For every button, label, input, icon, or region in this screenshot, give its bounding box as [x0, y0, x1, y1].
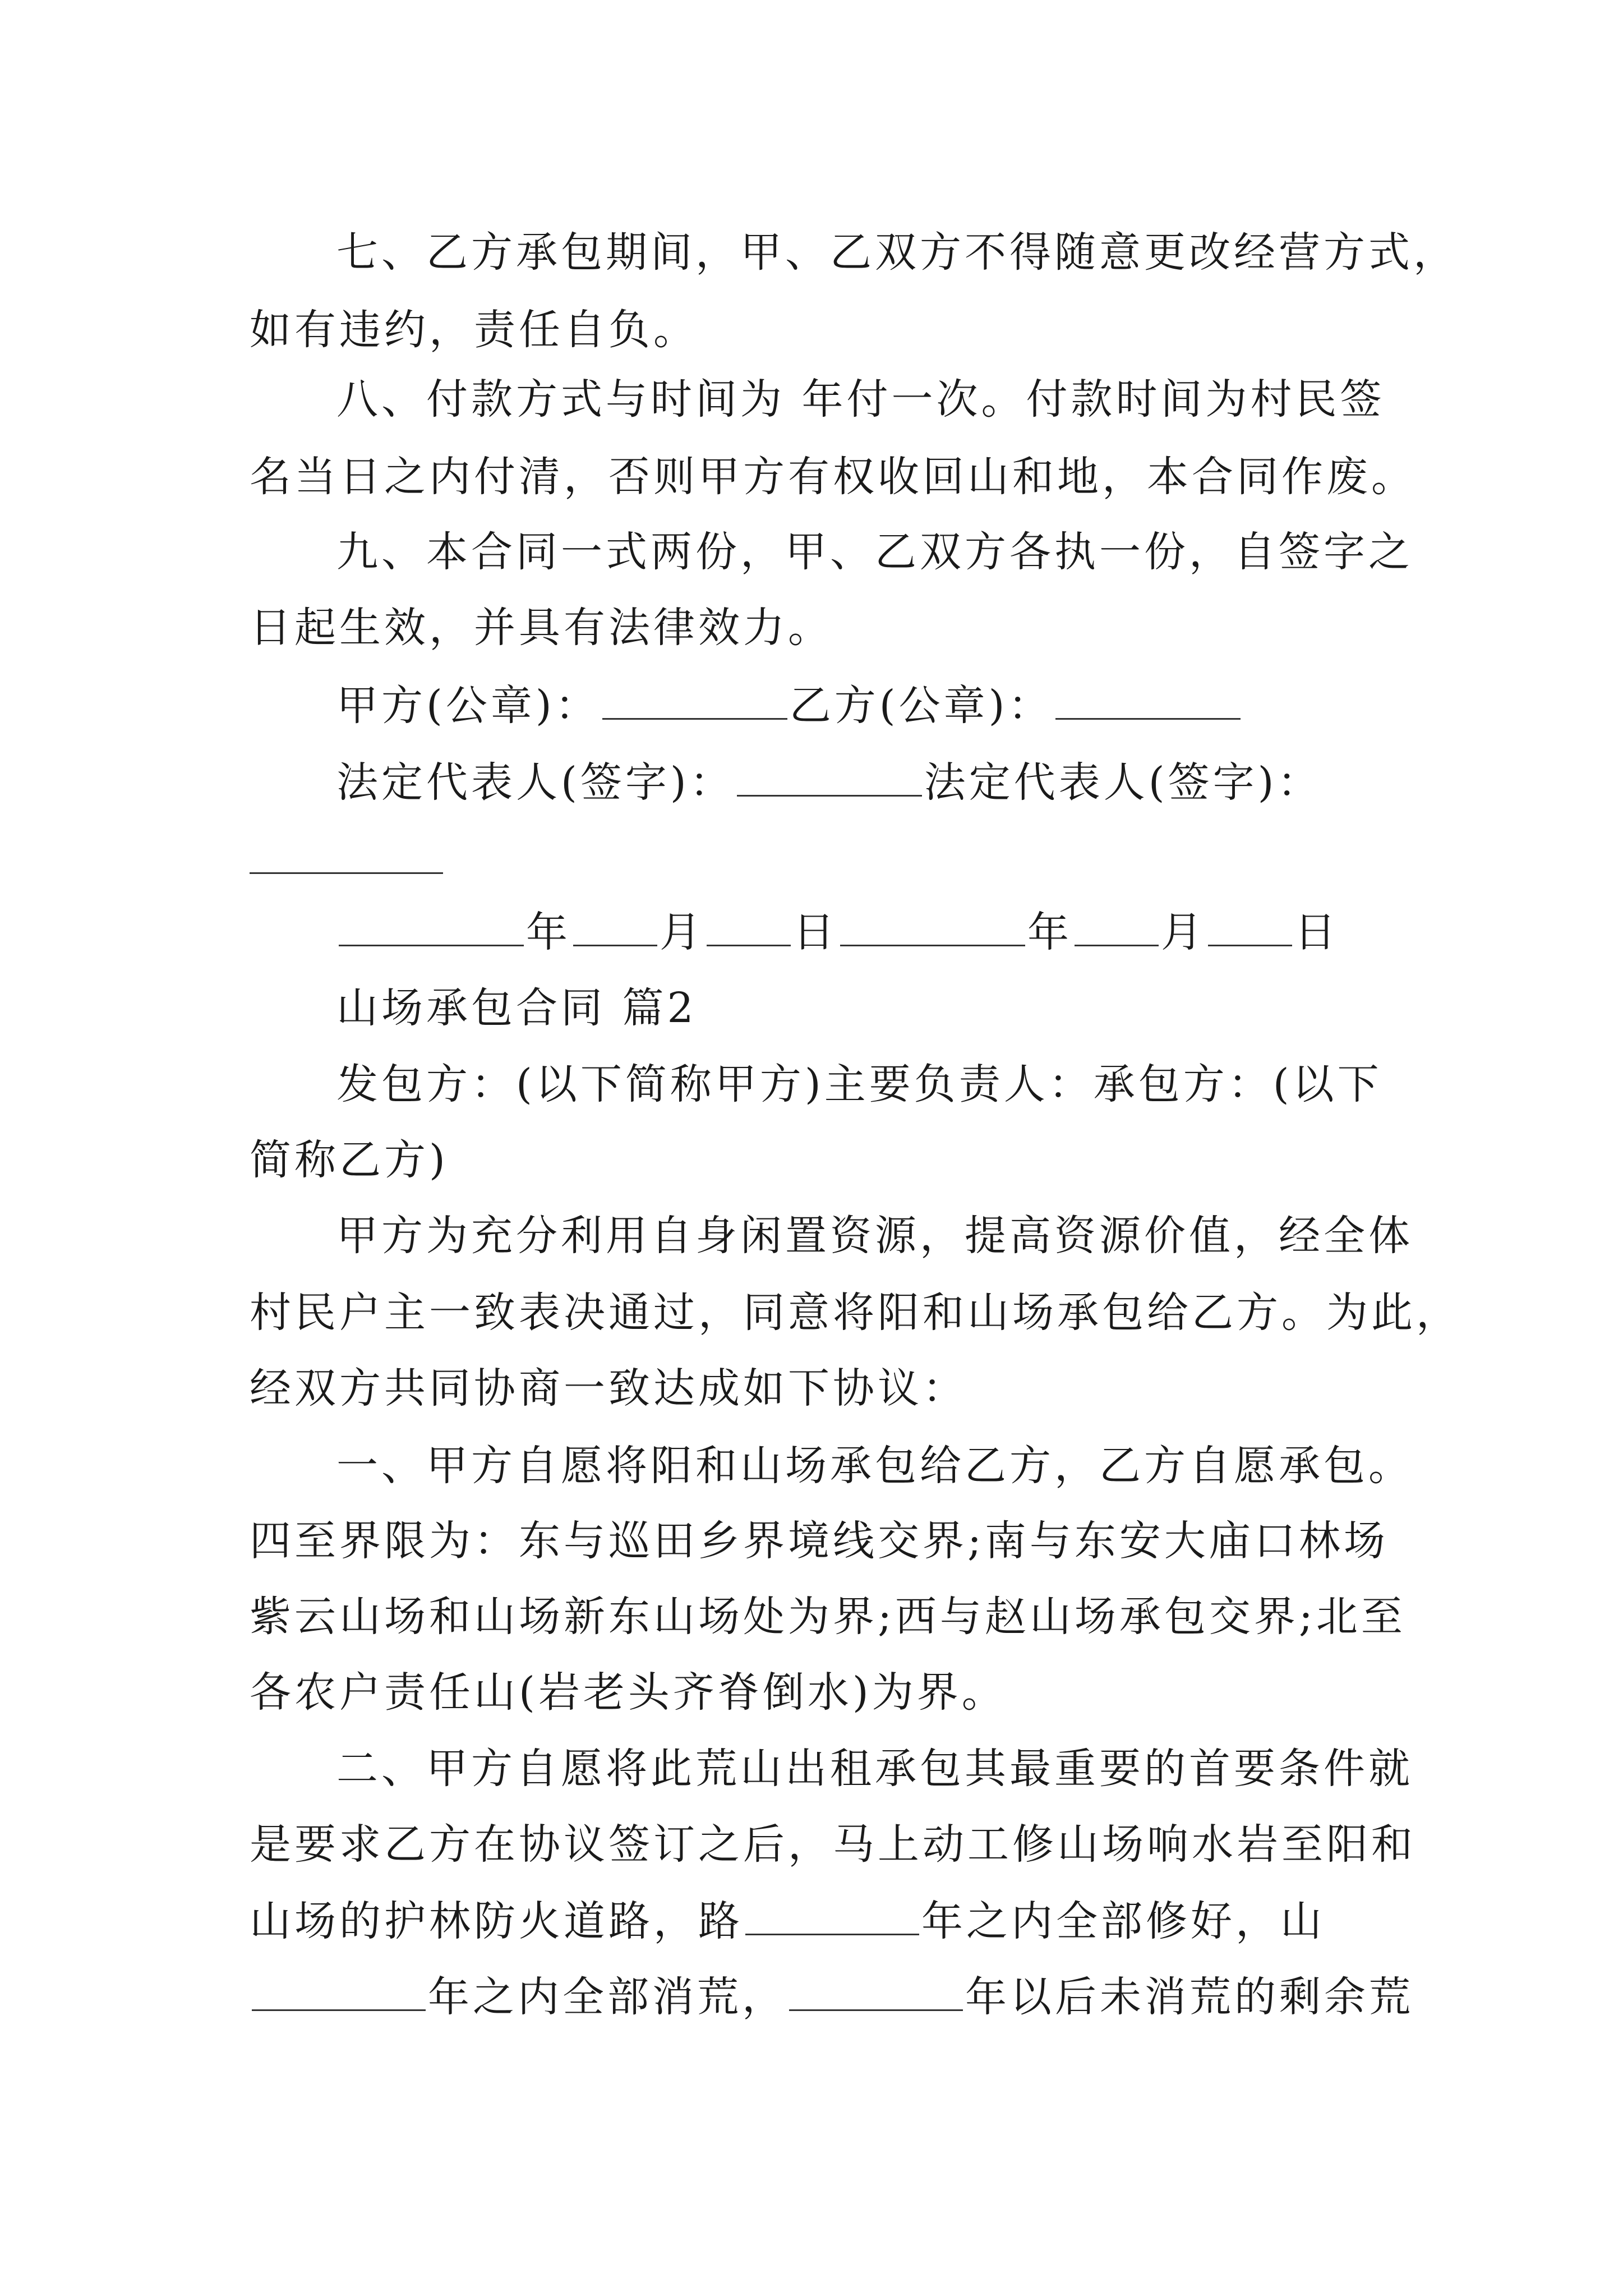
rep-b-blank: [250, 872, 443, 874]
date-row: [336, 904, 1339, 960]
date-a-day-blank: [707, 905, 791, 946]
road-years-blank: [745, 1894, 919, 1935]
parties-line-2: 简称乙方): [250, 1136, 449, 1184]
clause-1-line-2: 四至界限为：东与巡田乡界境线交界;南与东安大庙口林场: [250, 1517, 1389, 1565]
clause-2-line-4-suffix: 年以后未消荒的剩余荒: [965, 1973, 1414, 2021]
rep-a-blank: [737, 756, 922, 797]
clause-2-line-3: [250, 1893, 1325, 1949]
date-b-day-blank: [1208, 905, 1292, 946]
preamble-line-2: 村民户主一致表决通过，同意将阳和山场承包给乙方。为此，: [250, 1289, 1461, 1337]
clause-7-line-1: 七、乙方承包期间，甲、乙双方不得随意更改经营方式，: [336, 228, 1458, 277]
rep-a-label: 法定代表人(签字)：: [336, 758, 735, 807]
date-a-month-label: 月: [660, 908, 704, 956]
clause-9-line-1: 九、本合同一式两份，甲、乙双方各执一份，自签字之: [336, 528, 1413, 576]
date-b-month-label: 月: [1161, 908, 1206, 956]
clause-2-line-4: [250, 1969, 1414, 2025]
date-a-year-blank: [339, 905, 524, 946]
section-title: 山场承包合同 篇2: [336, 984, 697, 1032]
clause-9-line-2: 日起生效，并具有法律效力。: [250, 604, 833, 652]
signature-seal-row: [336, 678, 1243, 734]
date-b-month-blank: [1075, 905, 1159, 946]
remaining-years-blank: [789, 1970, 963, 2011]
clear-years-blank: [252, 1970, 426, 2011]
party-b-seal-blank: [1055, 679, 1241, 720]
date-b-year-label: 年: [1027, 908, 1072, 956]
party-a-seal-blank: [602, 679, 787, 720]
clause-1-line-1: 一、甲方自愿将阳和山场承包给乙方，乙方自愿承包。: [336, 1442, 1413, 1490]
clause-2-line-3-prefix: 山场的护林防火道路，路: [250, 1897, 743, 1945]
signature-rep-row: [336, 754, 1322, 811]
parties-line-1: 发包方：(以下简称甲方)主要负责人：承包方：(以下: [336, 1060, 1382, 1108]
party-a-seal-label: 甲方(公章)：: [336, 682, 600, 730]
party-b-seal-label: 乙方(公章)：: [789, 682, 1053, 730]
clause-1-line-4: 各农户责任山(岩老头齐脊倒水)为界。: [250, 1668, 1007, 1717]
clause-8-line-1: 八、付款方式与时间为 年付一次。付款时间为村民签: [336, 375, 1385, 424]
clause-2-line-1: 二、甲方自愿将此荒山出租承包其最重要的首要条件就: [336, 1745, 1413, 1793]
clause-2-line-4-mid: 年之内全部消荒，: [428, 1973, 787, 2021]
date-b-day-label: 日: [1294, 908, 1339, 956]
clause-1-line-3: 紫云山场和山场新东山场处为界;西与赵山场承包交界;北至: [250, 1593, 1406, 1641]
preamble-line-3: 经双方共同协商一致达成如下协议：: [250, 1364, 967, 1412]
date-a-year-label: 年: [526, 908, 571, 956]
date-a-month-blank: [573, 905, 657, 946]
clause-2-line-3-suffix: 年之内全部修好，山: [921, 1897, 1325, 1945]
clause-7-line-2: 如有违约，责任自负。: [250, 306, 698, 354]
date-a-day-label: 日: [793, 908, 838, 956]
date-b-year-blank: [840, 905, 1025, 946]
rep-b-label: 法定代表人(签字)：: [924, 758, 1322, 807]
clause-8-line-2: 名当日之内付清，否则甲方有权收回山和地，本合同作废。: [250, 453, 1416, 501]
preamble-line-1: 甲方为充分利用自身闲置资源，提高资源价值，经全体: [336, 1212, 1413, 1260]
clause-2-line-2: 是要求乙方在协议签订之后，马上动工修山场响水岩至阳和: [250, 1820, 1416, 1869]
